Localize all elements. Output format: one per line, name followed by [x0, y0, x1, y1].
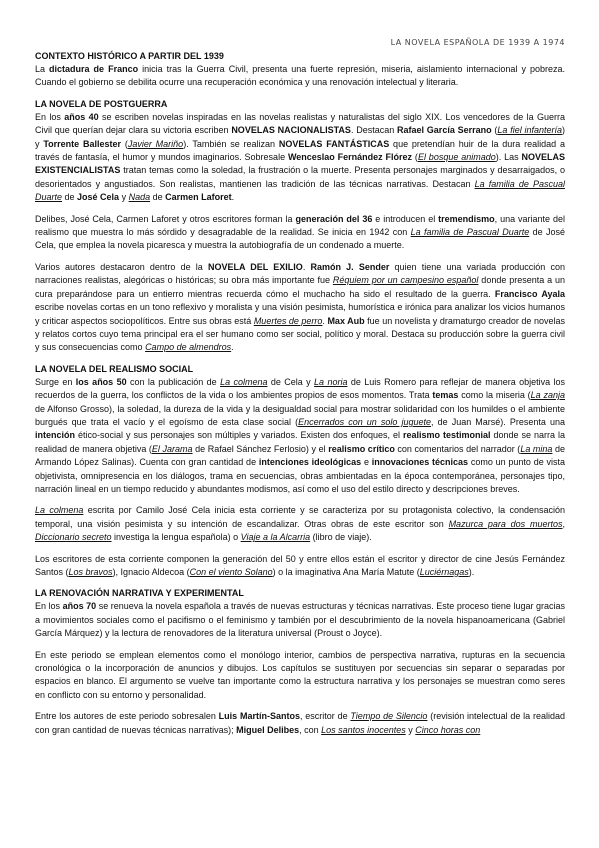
text-run: En los	[35, 111, 65, 122]
section-heading: CONTEXTO HISTÓRICO A PARTIR DEL 1939	[35, 51, 224, 61]
text-run: con comentarios del narrador (	[394, 443, 521, 454]
work-title: Campo de almendros	[145, 342, 232, 353]
work-title: El Jarama	[151, 443, 193, 454]
text-run: investiga la lengua española) o	[111, 532, 241, 543]
text-run: tratan temas como la soledad, la frustración o la muerte. Presenta personajes marginados y desarraigados, o desorientados y angustiados. Son realistas, mantienen las tradición de las técnicas narrativas. Destacan	[35, 165, 565, 189]
text-run: .	[302, 261, 311, 272]
bold-term: Ramón J. Sender	[310, 261, 390, 272]
text-run: de Luis Romero para reflejar de manera objetiva los recuerdos de la guerra, los conflictos de la vida o los ambientes propios de esos momentos. Trata	[35, 376, 565, 401]
work-title: La colmena	[220, 376, 268, 387]
text-run: de Cela y	[267, 376, 315, 387]
bold-term: NOVELAS EXISTENCIALISTAS	[35, 152, 565, 176]
bold-term: Luis Martín-Santos	[218, 711, 300, 722]
text-run: .	[231, 342, 234, 353]
text-run: escrita por Camilo José Cela inicia esta corriente y se caracteriza por su protagonista colectivo, la condensación temporal, una visión pesimista y su intención de escandalizar. Otras obras de este escritor son	[35, 505, 565, 529]
bold-term: Miguel Delibes	[236, 724, 300, 735]
document-body	[35, 50, 565, 745]
text-run: ), Ignacio Aldecoa (	[112, 567, 190, 577]
work-title: La colmena	[35, 505, 84, 516]
bold-term: Max Aub	[327, 315, 365, 326]
text-run: y	[405, 724, 416, 735]
work-title: Tiempo de Silencio	[350, 711, 428, 722]
paragraph	[35, 710, 565, 737]
bold-term: los años 50	[75, 376, 127, 387]
text-run: de Rafael Sánchez Ferlosio) y el	[192, 443, 329, 454]
bold-term: NOVELAS FANTÁSTICAS	[278, 138, 390, 149]
bold-term: NOVELA DEL EXILIO	[207, 261, 303, 272]
bold-term: innovaciones técnicas	[371, 457, 469, 468]
text-run: (	[121, 138, 128, 149]
text-run: ). También se realizan	[183, 138, 279, 149]
work-title: Los santos inocentes	[321, 724, 406, 735]
work-title: La familia de Pascual Duarte	[410, 227, 530, 238]
text-run: Entre los autores de este periodo sobresalen	[35, 711, 219, 722]
bold-term: Carmen Laforet	[165, 192, 232, 203]
paragraph	[35, 213, 565, 253]
text-run: con la publicación de	[126, 376, 221, 387]
bold-term: realismo crítico	[328, 443, 395, 454]
work-title: La familia de Pascual Duarte	[35, 178, 565, 203]
work-title: La noria	[314, 376, 348, 387]
text-run: ) o la imaginativa Ana María Matute (	[272, 567, 420, 577]
bold-term: años 40	[64, 111, 99, 122]
bold-term: generación del 36	[295, 213, 373, 224]
text-run: e introducen el	[372, 213, 439, 224]
text-run: como un punto de vista objetivista, omnipresencia en los diálogos, trama en secuencias, obras ambientadas en la época contemporánea, personajes tipo, narración lineal en un tiempo reducido y abundantes modismos, así como el uso del estilo directo y descripciones breves.	[35, 457, 566, 494]
text-run: de Alfonso Grosso), la soledad, la dureza de la vida y la desigualdad social para mostrar solidaridad con los humildes o el ambiente burgués que trata el vacío y el egoísmo de esta clase social (	[35, 403, 565, 427]
text-run: .	[231, 192, 235, 203]
bold-term: tremendismo	[438, 213, 495, 224]
paragraph	[35, 63, 565, 90]
text-run: y	[119, 192, 129, 203]
text-run: de	[150, 192, 166, 203]
text-run: ).	[468, 567, 475, 577]
work-title: Mazurca para dos muertos	[448, 518, 563, 529]
text-run: (libro de viaje).	[310, 532, 372, 543]
bold-term: Rafael García Serrano	[397, 125, 492, 136]
text-run: ,	[562, 518, 565, 529]
text-run: fue un novelista y dramaturgo creador de novelas y relatos cortos cuyo tema principal era el ser humano como ser social, político y moral. Destaca su producción sobre la guerra civil y sus consecuencias como	[35, 315, 565, 353]
text-run: e	[361, 457, 372, 468]
text-run: En los	[35, 601, 63, 612]
work-title: Con el viento Solano	[189, 567, 273, 577]
paragraph	[35, 553, 565, 580]
text-run: Delibes, José Cela, Carmen Laforet y otros escritores forman la	[35, 213, 296, 224]
paragraph	[35, 649, 565, 703]
text-run: En este periodo se emplean elementos como el monólogo interior, cambios de perspectiva narrativa, rupturas en la secuencia cronológica o la incorporación de anuncios y dibujos. Los capítulos se sustituyen por secuencias sin separar o separadas por espacios en blanco. El argumento se vuelve tan importante como la estructura narrativa y los personajes se muestran como seres en conflicto con su entorno y personalidad.	[35, 649, 565, 700]
text-run: , una variante del realismo que muestra lo más sórdido y desagradable de la realidad. Se inicia en 1942 con	[35, 213, 566, 238]
bold-term: Wenceslao Fernández Flórez	[287, 152, 413, 163]
text-run: La	[35, 64, 50, 74]
paragraph	[35, 600, 565, 640]
text-run: ) y	[35, 125, 566, 149]
text-run: .	[322, 315, 328, 326]
work-title: Muertes de perro	[253, 315, 323, 326]
text-run: se renueva la novela española a través de nuevas estructuras y técnicas narrativas. Este proceso tiene lugar gracias a movimientos sociales como el pacifismo o el feminismo y también por el descubrimiento de la novela hispanoamericana (Gabriel García Márquez) y la lectura de renovadores de la literatura universal (Proust o Joyce).	[35, 601, 566, 639]
paragraph	[35, 261, 565, 355]
bold-term: Francisco Ayala	[494, 288, 566, 299]
work-title: Luciérnagas	[419, 567, 469, 577]
bold-term: NOVELAS NACIONALISTAS	[231, 125, 351, 136]
text-run: (	[491, 125, 498, 136]
text-run: Los escritores de esta corriente componen la generación del 50 y entre ellos están el escritor y director de cine Jesús Fernández Santos (	[35, 553, 565, 577]
section-heading: LA NOVELA DE POSTGUERRA	[35, 98, 168, 109]
text-run: donde se narra la realidad de manera objetiva (	[35, 430, 565, 454]
running-header: LA NOVELA ESPAÑOLA DE 1939 A 1974	[390, 38, 565, 47]
bold-term: intenciones ideológicas	[258, 457, 362, 468]
text-run: , escritor de	[299, 711, 351, 722]
bold-term: temas	[432, 390, 459, 401]
text-run: , de Juan Marsé). Presenta una	[431, 416, 565, 427]
text-run: ético-social y sus personajes son múltiples y variados. Existen dos enfoques, el	[75, 430, 403, 441]
text-run: quien tiene una variada producción con narraciones realistas, alegóricas o históricas; su obra más importante fue	[35, 261, 565, 286]
work-title: La zanja	[530, 390, 566, 401]
paragraph	[35, 504, 565, 544]
text-run: , con	[299, 724, 322, 735]
work-title: Diccionario secreto	[35, 532, 112, 543]
work-title: Encerrados con un solo juguete	[298, 416, 432, 427]
text-run: . Destacan	[350, 125, 398, 136]
bold-term: intención	[35, 430, 75, 441]
text-run: escribe novelas cortas en un tono reflexivo y moralista y una visión pesimista, humorística e irónica para analizar los vicios humanos y criticar aspectos sociopolíticos. Entre sus obras está	[35, 302, 565, 326]
work-title: Nada	[128, 192, 151, 203]
text-run: que pretendían huir de la dura realidad a través de fantasía, el humor y mundos imaginarios. Sobresale	[35, 138, 565, 163]
work-title: Cinco horas con	[415, 724, 481, 735]
paragraph	[35, 376, 565, 497]
bold-term: José Cela	[77, 192, 120, 203]
work-title: Los bravos	[68, 567, 113, 577]
text-run: de	[62, 192, 78, 203]
bold-term: dictadura de Franco	[49, 64, 139, 74]
text-run: Surge en	[35, 376, 76, 387]
text-run: (revisión intelectual de la realidad con gran cantidad de nuevas técnicas narrativas);	[35, 711, 565, 735]
text-run: de José Cela, que emplea la novela picaresca y muestra la autobiografía de un condenado a muerte.	[35, 227, 566, 251]
text-run: (	[412, 152, 418, 163]
text-run: se escriben novelas inspiradas en las novelas realistas y naturalistas del siglo XIX. Los vencedores de la Guerra Civil que querían dejar clara su victoria escriben	[35, 111, 565, 136]
section-heading: LA RENOVACIÓN NARRATIVA Y EXPERIMENTAL	[35, 588, 244, 599]
text-run: de Armando López Salinas). Cuenta con gran cantidad de	[35, 443, 566, 468]
work-title: Réquiem por un campesino español	[332, 275, 479, 286]
paragraph	[35, 111, 565, 205]
work-title: La mina	[520, 443, 553, 454]
text-run: donde presenta a un cura preparándose para un entierro mientras recuerda cómo el muchacho ha sido el resultado de la guerra.	[35, 275, 565, 299]
section-heading: LA NOVELA DEL REALISMO SOCIAL	[35, 363, 194, 374]
bold-term: años 70	[62, 601, 97, 612]
work-title: Viaje a la Alcarria	[240, 532, 311, 543]
work-title: La fiel infantería	[497, 125, 563, 136]
text-run: inicia tras la Guerra Civil, presenta una fuerte represión, miseria, aislamiento internacional y pobreza. Cuando el gobierno se debilita ocurre una recuperación económica y una renovación intelectual y literaria.	[35, 64, 565, 88]
text-run: como la miseria (	[458, 390, 531, 401]
work-title: El bosque animado	[417, 152, 496, 163]
bold-term: Torrente Ballester	[43, 138, 122, 149]
work-title: Javier Mariño	[127, 138, 184, 149]
text-run: ). Las	[495, 152, 522, 163]
bold-term: realismo testimonial	[402, 430, 491, 441]
text-run: Varios autores destacaron dentro de la	[35, 261, 208, 272]
